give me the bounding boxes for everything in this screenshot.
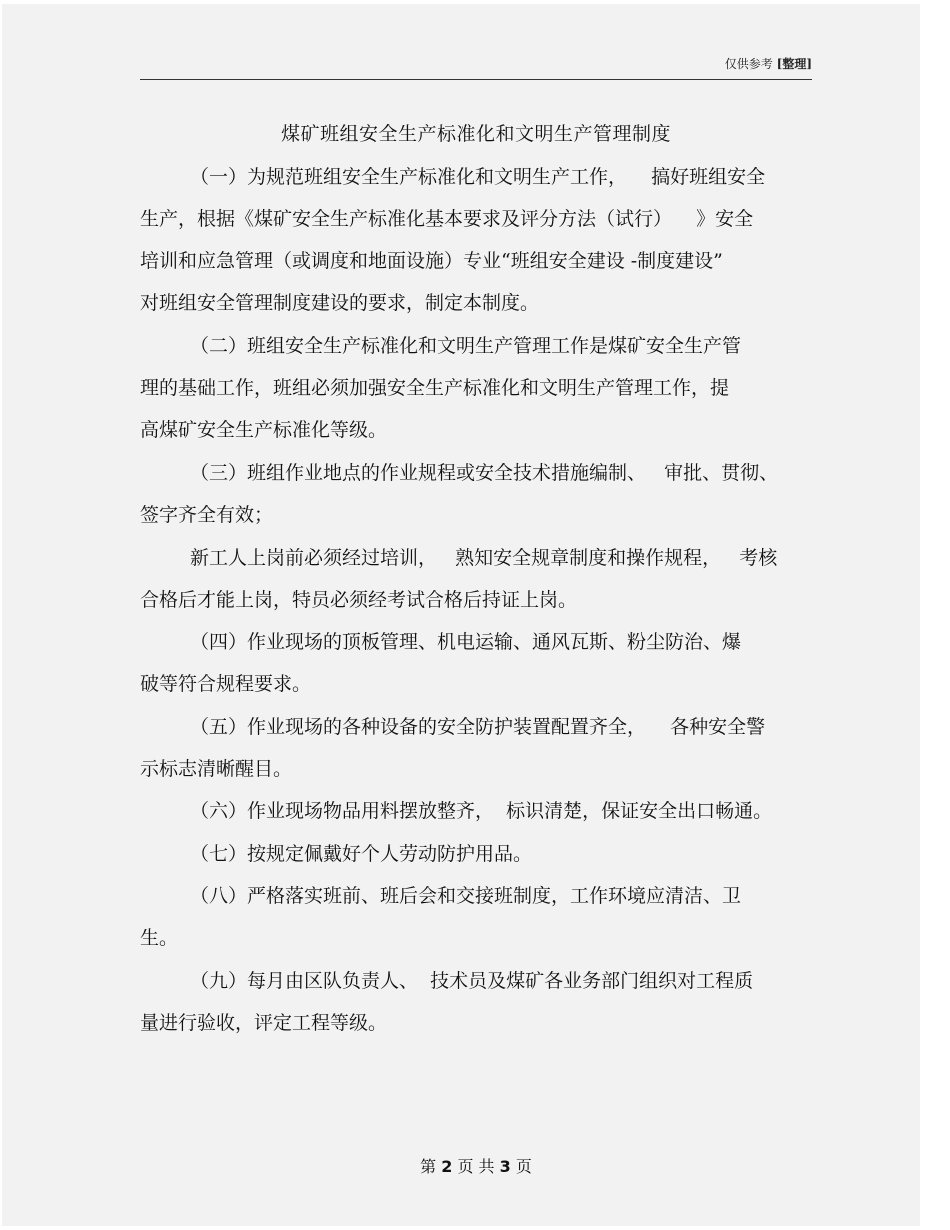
current-page-number: 2 <box>441 1157 453 1176</box>
header-text: 仅供参考 <box>724 57 773 71</box>
paragraph-4 <box>140 537 812 621</box>
text-line: （五）作业现场的各种设备的安全防护装置配置齐全， 各种安全警 <box>190 716 766 738</box>
text-line: （七）按规定佩戴好个人劳动防护用品。 <box>190 843 533 865</box>
paragraph-6 <box>140 706 812 790</box>
text-line: 量进行验收，评定工程等级。 <box>140 1012 388 1034</box>
text-line: 新工人上岗前必须经过培训， 熟知安全规章制度和操作规程， 考核 <box>190 547 778 569</box>
page-footer <box>140 1154 812 1177</box>
footer-middle: 页 共 <box>457 1157 495 1176</box>
text-line: （六）作业现场物品用料摆放整齐， 标识清楚，保证安全出口畅通。 <box>190 800 773 822</box>
text-line: 合格后才能上岗，特员必须经考试合格后持证上岗。 <box>140 589 578 611</box>
paragraph-2 <box>140 325 812 451</box>
text-line: （九）每月由区队负责人、 技术员及煤矿各业务部门组织对工程质 <box>190 970 754 992</box>
text-line: （八）严格落实班前、班后会和交接班制度，工作环境应清洁、卫 <box>190 885 742 907</box>
paragraph-5 <box>140 621 812 705</box>
paragraph-8 <box>140 833 812 875</box>
header-rule <box>140 79 812 80</box>
text-line: （四）作业现场的顶板管理、机电运输、通风瓦斯、粉尘防治、爆 <box>190 631 742 653</box>
document-page <box>2 4 920 1226</box>
text-line: 理的基础工作，班组必须加强安全生产标准化和文明生产管理工作，提 <box>140 377 730 399</box>
text-line: （三）班组作业地点的作业规程或安全技术措施编制、 审批、贯彻、 <box>190 462 779 484</box>
paragraph-1 <box>140 156 812 324</box>
text-line: 对班组安全管理制度建设的要求，制定本制度。 <box>140 292 540 314</box>
footer-suffix: 页 <box>515 1157 532 1176</box>
footer-prefix: 第 <box>420 1157 437 1176</box>
text-line: 签字齐全有效； <box>140 504 274 526</box>
text-line: 生产，根据《煤矿安全生产标准化基本要求及评分方法（试行） 》安全 <box>140 208 754 230</box>
text-line: 生。 <box>140 927 179 949</box>
paragraph-3 <box>140 452 812 536</box>
total-page-count: 3 <box>499 1157 511 1176</box>
paragraph-7 <box>140 790 812 832</box>
document-title: 煤矿班组安全生产标准化和文明生产管理制度 <box>280 123 671 145</box>
header-tag: [整理] <box>776 57 812 71</box>
page-header <box>140 55 812 72</box>
text-line: 高煤矿安全生产标准化等级。 <box>140 419 388 441</box>
text-line: 破等符合规程要求。 <box>140 673 312 695</box>
text-line: 示标志清晰醒目。 <box>140 758 293 780</box>
text-line: 培训和应急管理（或调度和地面设施）专业“班组安全建设 -制度建设” <box>140 250 723 272</box>
paragraph-9 <box>140 875 812 959</box>
paragraph-10 <box>140 960 812 1044</box>
text-line: （二）班组安全生产标准化和文明生产管理工作是煤矿安全生产管 <box>190 335 742 357</box>
text-line: （一）为规范班组安全生产标准化和文明生产工作， 搞好班组安全 <box>190 166 766 188</box>
